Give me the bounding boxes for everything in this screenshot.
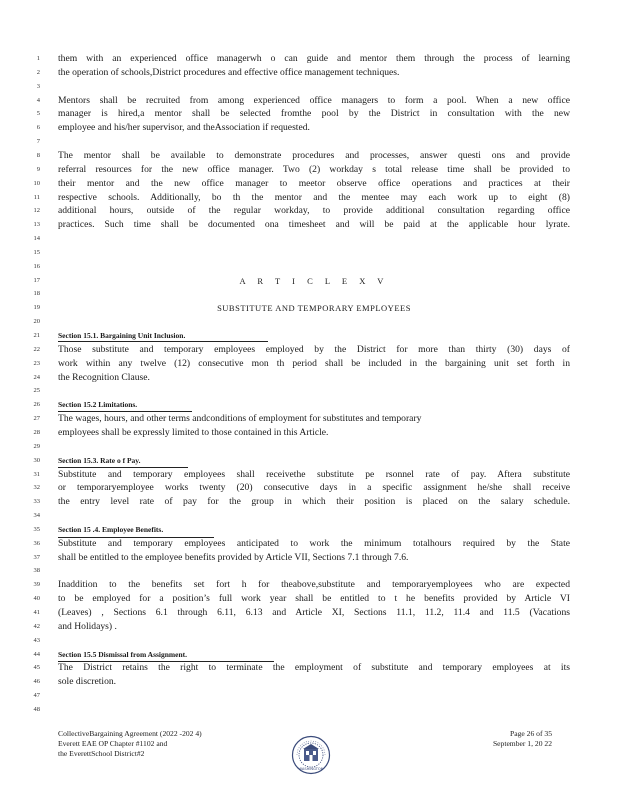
- line-text: additional hours, outside of the regular workday, to provide additional consultation regarding office: [58, 205, 570, 217]
- line-number: 4: [36, 96, 40, 104]
- section-heading: Section 15.3. Rate o f Pay.: [58, 455, 141, 465]
- document-line: [0, 52, 618, 66]
- line-text: the operation of schools,District procedures and effective office management techniques.: [58, 66, 400, 78]
- document-line: [0, 357, 618, 371]
- page-number: Page 26 of 35: [510, 729, 552, 738]
- line-text: Inaddition to the benefits set fort h for theabove,substitute and temporaryemployees who are expected: [58, 579, 570, 591]
- document-line: [0, 371, 618, 385]
- line-text: their mentor and the new office manager to meetor observe office operations and practices at their: [58, 177, 570, 189]
- document-line: [0, 315, 618, 329]
- document-line: [0, 163, 618, 177]
- line-text: Substitute and temporary employees shall receivethe substitute pe rsonnel rate of pay. Aftera substitute: [58, 468, 570, 480]
- document-line: [0, 648, 618, 662]
- document-line: [0, 135, 618, 149]
- document-line: [0, 537, 618, 551]
- section-heading-underline: [58, 467, 188, 468]
- line-number: 25: [33, 387, 40, 395]
- district-seal-icon: [291, 735, 331, 780]
- footer-date: September 1, 20 22: [492, 739, 552, 748]
- line-number: 30: [33, 456, 40, 464]
- document-line: [0, 94, 618, 108]
- line-number: 31: [33, 470, 40, 478]
- line-number: 45: [33, 664, 40, 672]
- line-text: employees shall be expressly limited to those contained in this Article.: [58, 426, 329, 438]
- line-text: The wages, hours, and other terms andconditions of employment for substitutes and temporary: [58, 413, 422, 425]
- line-number: 3: [36, 82, 40, 90]
- line-number: 29: [33, 442, 40, 450]
- line-text: or temporaryemployee works twenty (20) consecutive days in a specific assignment he/she shall receive: [58, 482, 570, 494]
- line-number: 37: [33, 553, 40, 561]
- line-text: Those substitute and temporary employees employed by the District for more than thirty (30) days of: [58, 343, 570, 355]
- article-title: A R T I C L E X V: [239, 275, 389, 286]
- line-number: 16: [33, 262, 40, 270]
- document-line: [0, 260, 618, 274]
- line-text: to be employed for a position’s full work year shall be entitled to t he benefits provided by Article VI: [58, 593, 570, 605]
- footer-left: [58, 729, 202, 759]
- line-number: 41: [33, 609, 40, 616]
- line-number: 13: [33, 221, 40, 229]
- line-number: 11: [33, 193, 40, 201]
- line-number: 39: [33, 581, 40, 589]
- document-line: [0, 287, 618, 301]
- document-line: [0, 468, 618, 482]
- document-line: [0, 177, 618, 191]
- line-text: and Holidays) .: [58, 620, 117, 632]
- document-line: [0, 454, 618, 468]
- line-number: 2: [36, 68, 40, 76]
- line-number: 12: [33, 207, 40, 215]
- line-text: The mentor shall be available to demonstrate procedures and processes, answer questi ons and provide: [58, 149, 570, 161]
- line-number: 48: [33, 705, 40, 713]
- line-number: 24: [33, 373, 40, 381]
- section-heading: Section 15.1. Bargaining Unit Inclusion.: [58, 331, 186, 340]
- line-text: practices. Such time shall be documented ona timesheet and will be paid at the applicable hour lyrate.: [58, 219, 570, 231]
- line-number: 36: [33, 539, 40, 547]
- line-number: 22: [33, 345, 40, 353]
- line-text: (Leaves) , Sections 6.1 through 6.11, 6.13 and Article XI, Sections 11.1, 11.2, 11.4 and 11.5 (Vacations: [58, 607, 570, 618]
- document-line: [0, 592, 618, 606]
- line-number: 1: [36, 55, 40, 62]
- document-line: [0, 564, 618, 578]
- line-text: Mentors shall be recruited from among experienced office managers to form a pool. When a new office: [58, 94, 570, 106]
- line-number: 44: [33, 650, 40, 658]
- document-line: [0, 578, 618, 592]
- line-text: The District retains the right to terminate the employment of substitute and temporary employees at its: [58, 662, 570, 674]
- line-text: them with an experienced office managerwh o can guide and mentor them through the process of learning: [58, 53, 570, 64]
- line-text: employee and his/her supervisor, and theAssociation if requested.: [58, 122, 310, 134]
- document-line: [0, 274, 618, 288]
- document-line: [0, 204, 618, 218]
- line-number: 14: [33, 235, 40, 243]
- line-text: referral resources for the new office manager. Two (2) workday s total release time shall be provided to: [58, 163, 570, 175]
- document-line: [0, 675, 618, 689]
- line-number: 10: [33, 179, 40, 187]
- line-number: 35: [33, 525, 40, 533]
- document-line: [0, 495, 618, 509]
- document-line: [0, 634, 618, 648]
- document-line: [0, 246, 618, 260]
- line-text: the Recognition Clause.: [58, 371, 150, 383]
- document-line: [0, 509, 618, 523]
- document-line: [0, 481, 618, 495]
- document-line: [0, 426, 618, 440]
- section-heading: Section 15 .4. Employee Benefits.: [58, 524, 164, 534]
- document-line: [0, 301, 618, 315]
- line-text: the entry level rate of pay for the group in which their position is placed on the salary schedule.: [58, 496, 570, 508]
- document-line: [0, 620, 618, 634]
- line-number: 33: [33, 498, 40, 506]
- line-number: 38: [33, 567, 40, 575]
- line-number: 47: [33, 692, 40, 700]
- footer-district: the EverettSchool District#2: [58, 749, 145, 758]
- document-line: [0, 523, 618, 537]
- document-line: [0, 149, 618, 163]
- document-line: [0, 191, 618, 205]
- line-number: 18: [33, 290, 40, 298]
- line-number: 26: [33, 401, 40, 409]
- line-number: 7: [36, 138, 40, 146]
- section-heading-underline: [58, 341, 268, 342]
- document-line: [0, 121, 618, 135]
- line-text: shall be entitled to the employee benefits provided by Article VII, Sections 7.1 through 7.6.: [58, 551, 409, 563]
- line-number: 15: [33, 248, 40, 256]
- document-line: [0, 343, 618, 357]
- document-line: [0, 412, 618, 426]
- line-number: 28: [33, 428, 40, 436]
- document-line: [0, 66, 618, 80]
- line-number: 6: [36, 124, 40, 132]
- section-heading: Section 15.5 Dismissal from Assignment.: [58, 649, 188, 659]
- document-line: [0, 107, 618, 121]
- line-number: 19: [33, 304, 40, 312]
- line-text: work within any twelve (12) consecutive mon th period shall be included in the bargaining unit set forth in: [58, 357, 570, 369]
- article-subtitle: SUBSTITUTE AND TEMPORARY EMPLOYEES: [217, 303, 411, 314]
- section-heading-underline: [58, 411, 192, 412]
- line-number: 40: [33, 595, 40, 603]
- section-heading-underline: [58, 661, 274, 662]
- line-text: respective schools. Additionally, bo th the mentor and the mentee may each work up to eight (8): [58, 191, 570, 203]
- document-line: [0, 606, 618, 620]
- document-line: [0, 440, 618, 454]
- line-text: manager is hired,a mentor shall be selected fromthe pool by the District in consultation with the new: [58, 108, 570, 120]
- section-heading-underline: [58, 537, 214, 538]
- line-number: 21: [33, 332, 40, 339]
- section-heading: Section 15.2 Limitations.: [58, 400, 138, 410]
- line-number: 20: [33, 318, 40, 326]
- document-line: [0, 384, 618, 398]
- line-text: Substitute and temporary employees anticipated to work the minimum totalhours required by the State: [58, 537, 570, 549]
- footer-agreement-title: CollectiveBargaining Agreement (2022 -202 4): [58, 729, 202, 738]
- document-line: [0, 232, 618, 246]
- document-line: [0, 661, 618, 675]
- line-text: sole discretion.: [58, 676, 117, 688]
- line-number: 46: [33, 678, 40, 686]
- document-line: [0, 551, 618, 565]
- document-line: [0, 689, 618, 703]
- footer-chapter: Everett EAE OP Chapter #1102 and: [58, 739, 168, 748]
- line-number: 9: [36, 165, 40, 173]
- document-line: [0, 703, 618, 717]
- document-line: [0, 80, 618, 94]
- document-line: [0, 218, 618, 232]
- line-number: 32: [33, 484, 40, 492]
- line-number: 42: [33, 622, 40, 630]
- seal-text: WASHINGTON: [298, 767, 324, 771]
- line-number: 8: [36, 151, 40, 159]
- line-number: 34: [33, 512, 40, 520]
- line-number: 43: [33, 636, 40, 644]
- line-number: 23: [33, 359, 40, 367]
- line-number: 17: [33, 276, 40, 284]
- line-number: 5: [36, 110, 40, 118]
- line-number: 27: [33, 415, 40, 423]
- footer-right: [478, 729, 552, 749]
